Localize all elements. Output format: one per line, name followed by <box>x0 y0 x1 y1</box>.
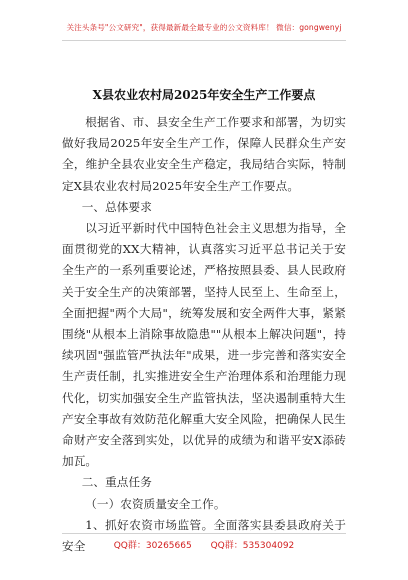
header-promo-note: 关注头条号"公文研究"，获得最新最全最专业的公文资料库！ 微信：gongwenyj <box>66 23 342 32</box>
paragraph-general-requirements: 以习近平新时代中国特色社会主义思想为指导，全面贯彻党的XX大精神，认真落实习近平总书记关于安全生产的一系列重要论述，严格按照县委、县人民政府关于安全生产的决策部署，坚持人民至上、生命至上，全面把握"两个大局"，统筹发展和安全两件大事，紧紧围绕"从根本上消除事故隐患""从根本上解决问题"，持续巩固"强监管严执法年"成果，进一步完善和落实安全生产责任制，扎实推进安全生产治理体系和治理能力现代化，切实加强安全生产监管执法，坚决遏制重特大生产安全事故有效防范化解重大安全风险，把确保人民生命财产安全落到实处，以优异的成绩为和谐平安X添砖加瓦。 <box>62 221 346 469</box>
footer-divider <box>62 533 346 534</box>
header-divider <box>62 40 346 41</box>
paragraph-market-supervision: 1、抓好农资市场监管。全面落实县委县政府关于安全 <box>62 517 346 554</box>
section-heading-general-requirements: 一、总体要求 <box>81 199 152 214</box>
footer-qq-group-1: QQ群：30265665 <box>113 541 192 551</box>
footer-qq-group-2: QQ群：535304092 <box>210 541 295 551</box>
document-body <box>62 112 346 557</box>
document-title: X县农业农村局2025年安全生产工作要点 <box>92 88 316 102</box>
footer-contact <box>0 538 408 551</box>
subsection-heading-agri-inputs: （一）农资质量安全工作。 <box>85 496 226 511</box>
section-heading-key-tasks: 二、重点任务 <box>81 475 152 490</box>
paragraph-intro: 根据省、市、县安全生产工作要求和部署，为切实做好我局2025年安全生产工作，保障人民群众生产安全，维护全县农业安全生产稳定，我局结合实际，特制定X县农业农村局2025年安全生产工作要点。 <box>62 115 346 193</box>
